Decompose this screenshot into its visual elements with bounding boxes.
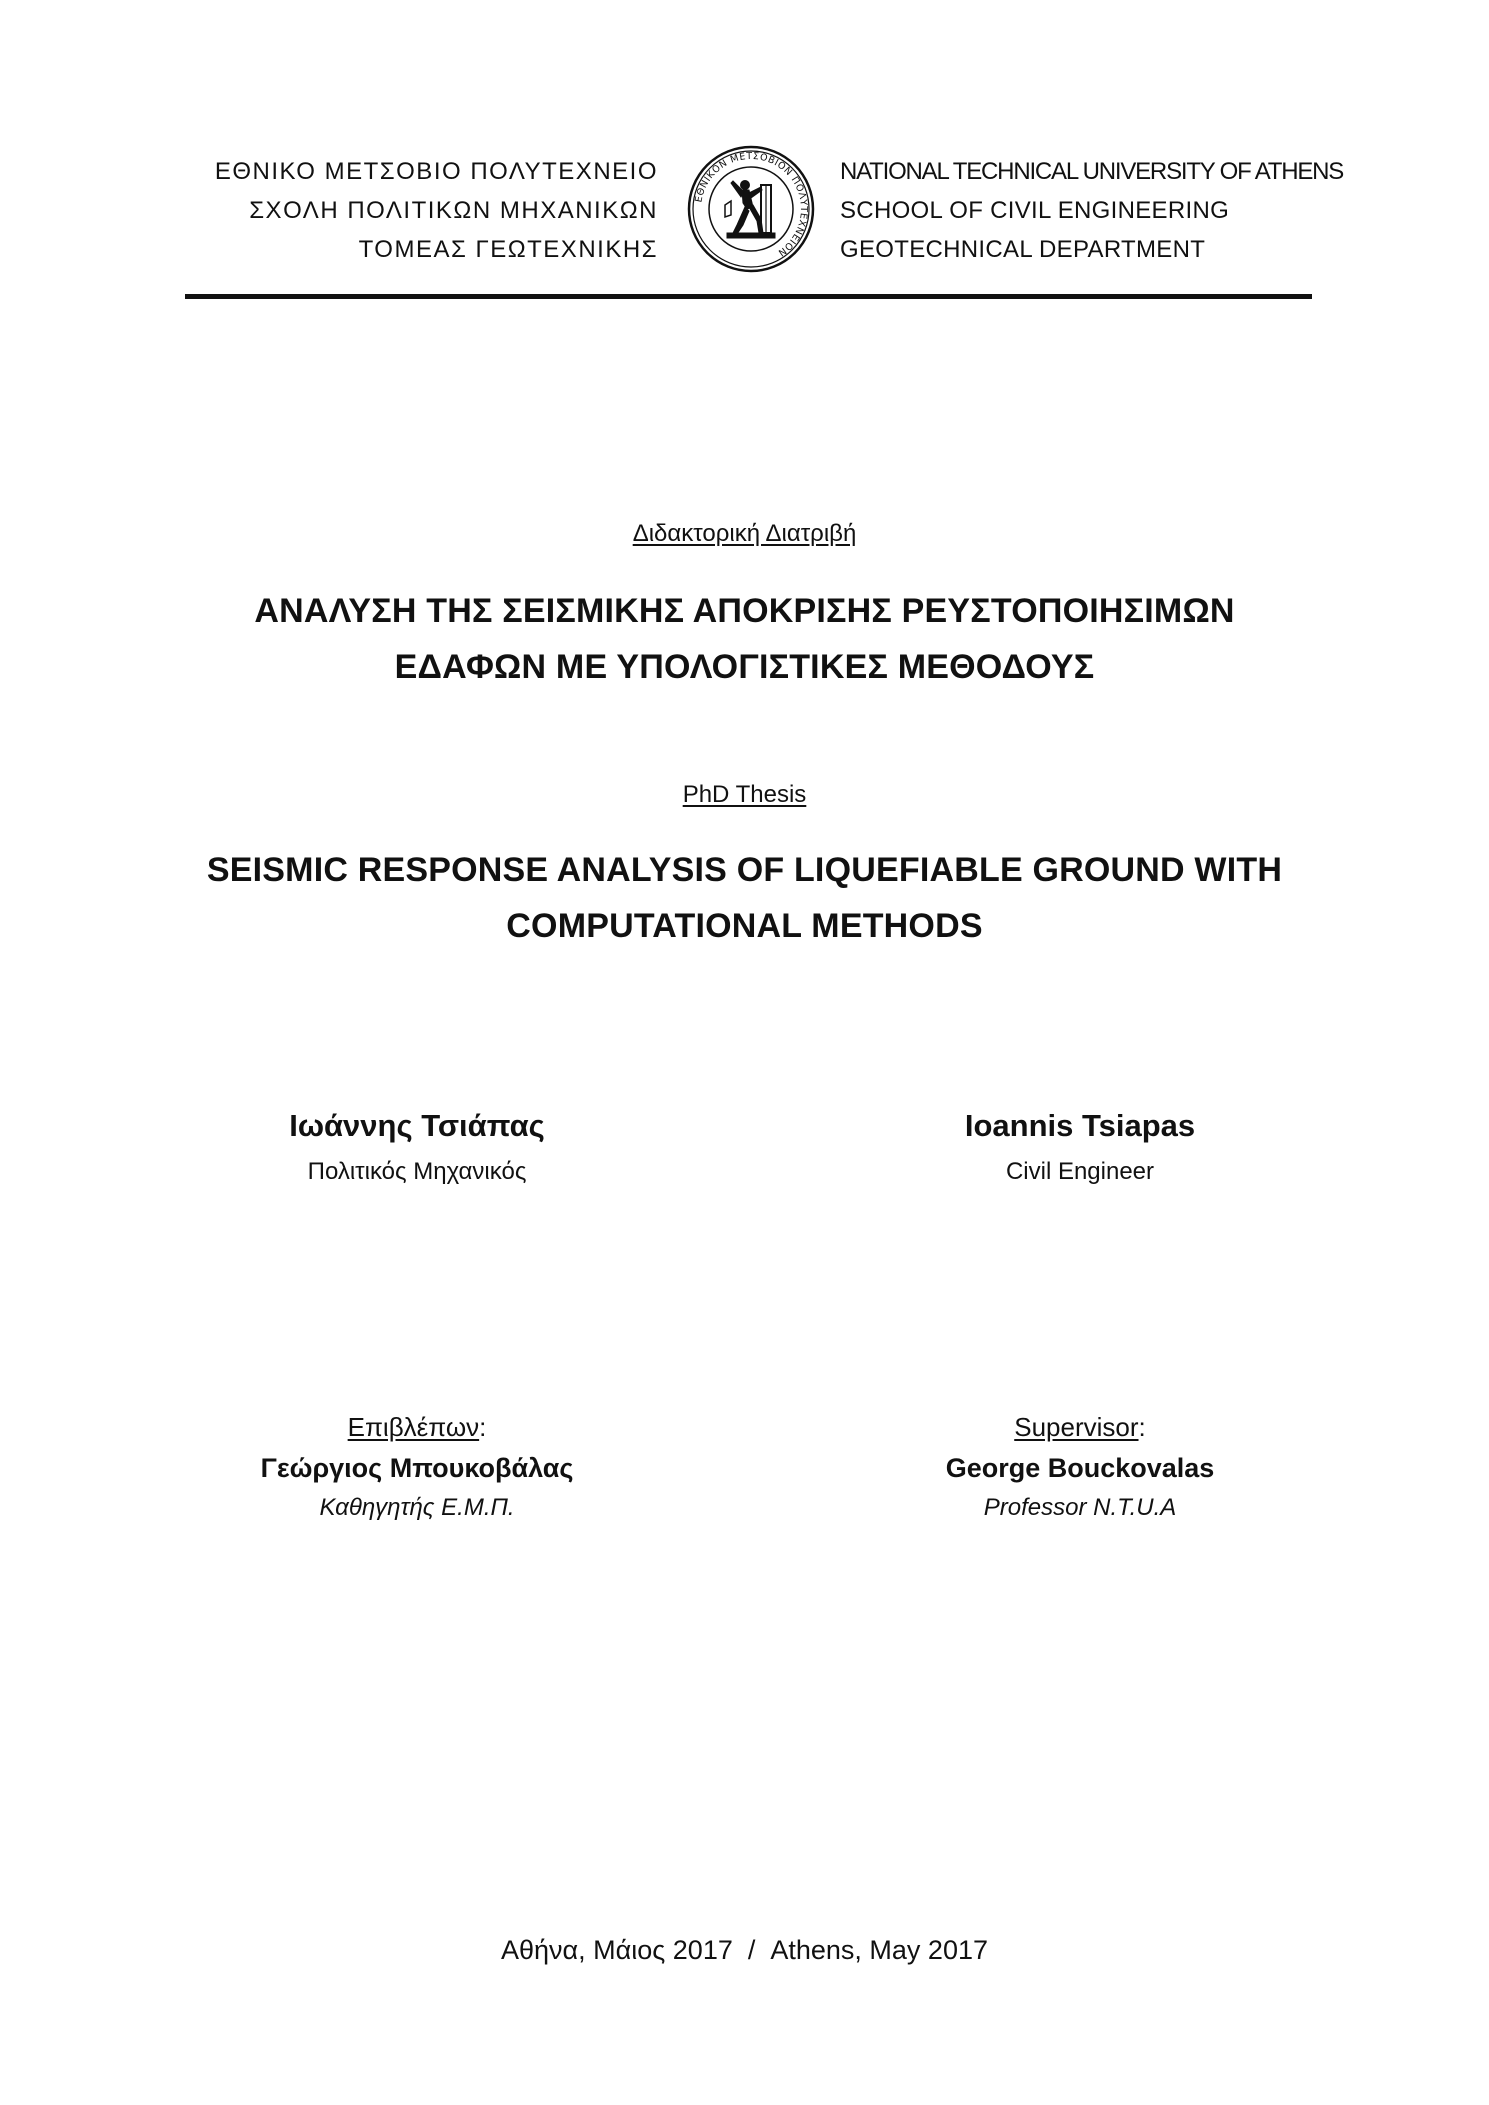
author-english-role: Civil Engineer — [1005, 1158, 1155, 1185]
author-greek-name: Ιωάννης Τσιάπας — [289, 1108, 545, 1143]
english-thesis-label: PhD Thesis — [682, 781, 807, 808]
header-greek-block — [215, 152, 658, 269]
supervisor-greek-title: Καθηγητής Ε.Μ.Π. — [319, 1494, 515, 1521]
author-greek-role: Πολιτικός Μηχανικός — [307, 1158, 527, 1185]
supervisor-greek-name: Γεώργιος Μπουκοβάλας — [260, 1453, 574, 1483]
header-divider — [185, 294, 1312, 299]
english-title-line-2: COMPUTATIONAL METHODS — [506, 907, 983, 945]
header-english-department: GEOTECHNICAL DEPARTMENT — [840, 236, 1206, 263]
supervisor-english-name: George Bouckovalas — [945, 1453, 1215, 1483]
supervisor-greek-label: Επιβλέπων: — [347, 1412, 487, 1442]
author-english-name: Ioannis Tsiapas — [964, 1108, 1196, 1143]
header-greek-university: ΕΘΝΙΚΟ ΜΕΤΣΟΒΙΟ ΠΟΛΥΤΕΧΝΕΙΟ — [214, 158, 658, 185]
svg-text:ΕΘΝΙΚΟΝ ΜΕΤΣΟΒΙΟΝ ΠΟΛΥΤΕΧΝΕΙΟΝ: ΕΘΝΙΚΟΝ ΜΕΤΣΟΒΙΟΝ ΠΟΛΥΤΕΧΝΕΙΟΝ — [693, 150, 810, 259]
header-greek-department: ΤΟΜΕΑΣ ΓΕΩΤΕΧΝΙΚΗΣ — [358, 236, 658, 263]
header-english-school: SCHOOL OF CIVIL ENGINEERING — [840, 197, 1230, 224]
header-english-university: NATIONAL TECHNICAL UNIVERSITY OF ATHENS — [840, 158, 1344, 185]
greek-thesis-label: Διδακτορική Διατριβή — [632, 520, 857, 547]
supervisor-english-title: Professor N.T.U.A — [983, 1494, 1177, 1521]
english-thesis-title — [0, 842, 1489, 954]
greek-title-line-1: ΑΝΑΛΥΣΗ ΤΗΣ ΣΕΙΣΜΙΚΗΣ ΑΠΟΚΡΙΣΗΣ ΡΕΥΣΤΟΠΟΙΗΣΙΜΩΝ — [254, 592, 1235, 630]
university-seal-icon — [687, 145, 815, 273]
header-greek-school: ΣΧΟΛΗ ΠΟΛΙΤΙΚΩΝ ΜΗΧΑΝΙΚΩΝ — [249, 197, 658, 224]
supervisor-greek — [167, 1412, 667, 1522]
supervisor-english-label: Supervisor: — [1014, 1412, 1146, 1442]
supervisor-english — [830, 1412, 1330, 1522]
greek-title-line-2: ΕΔΑΦΩΝ ΜΕ ΥΠΟΛΟΓΙΣΤΙΚΕΣ ΜΕΘΟΔΟΥΣ — [394, 648, 1095, 686]
header-english-block — [840, 152, 1343, 269]
greek-thesis-title — [0, 583, 1489, 695]
footer-date-line: Αθήνα, Μάιος 2017 / Athens, May 2017 — [501, 1935, 988, 1965]
english-title-line-1: SEISMIC RESPONSE ANALYSIS OF LIQUEFIABLE GROUND WITH — [206, 851, 1283, 889]
author-greek — [167, 1108, 667, 1186]
author-english — [830, 1108, 1330, 1186]
